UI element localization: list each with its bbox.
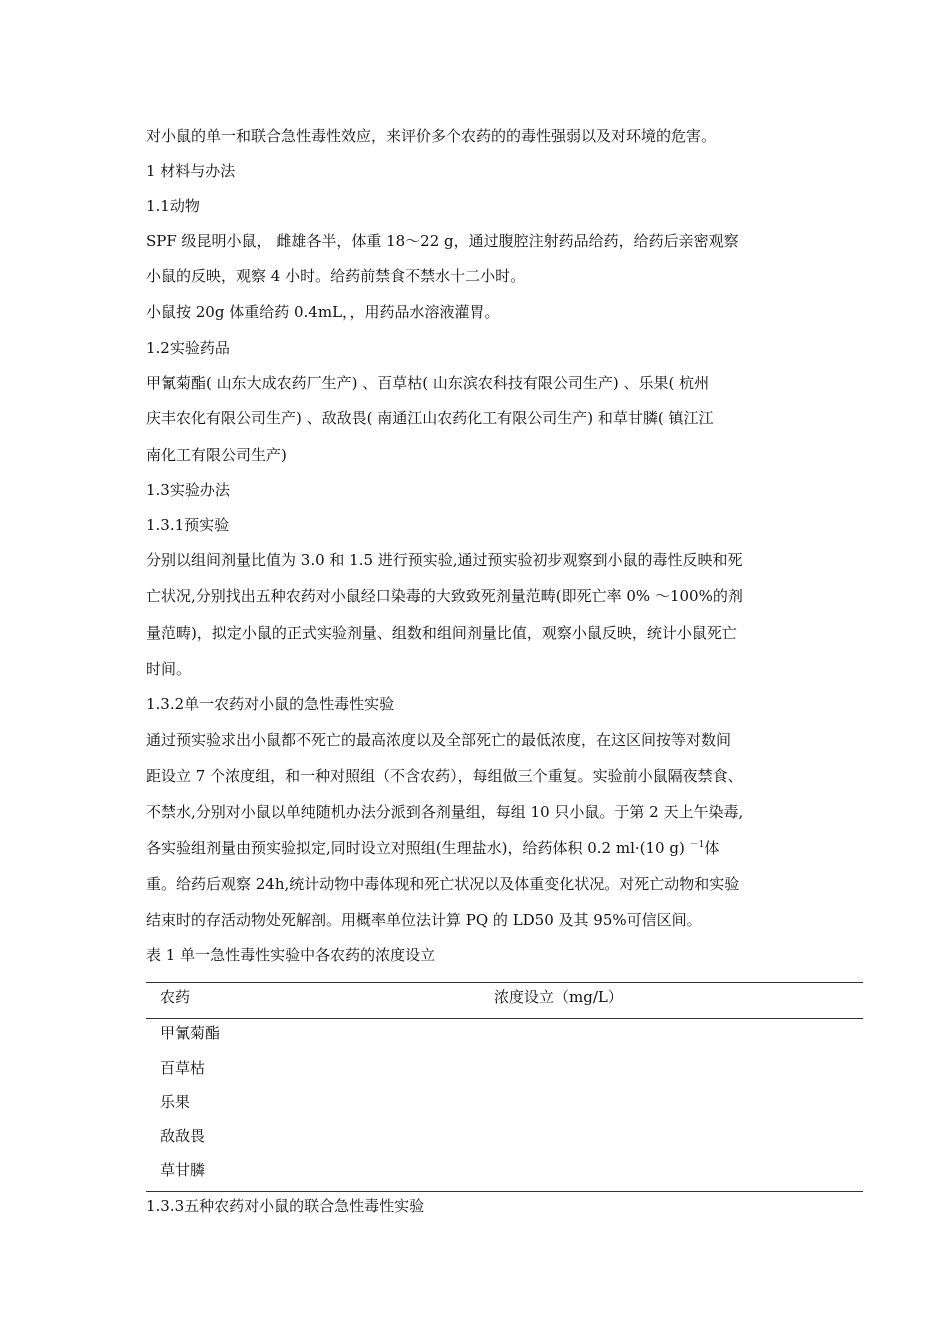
paragraph-pre-experiment-line-3: 量范畴)，拟定小鼠的正式实验剂量、组数和组间剂量比值，观察小鼠反映，统计小鼠死亡 (146, 624, 737, 642)
paragraph-pre-experiment-line-2: 亡状况,分别找出五种农药对小鼠经口染毒的大致致死剂量范畴(即死亡率 0% ～100%的剂 (146, 587, 743, 605)
section-heading-materials-methods: 1 材料与办法 (146, 162, 236, 180)
table-row-dichlorvos: 敌敌畏 (160, 1127, 206, 1145)
paragraph-single-toxicity-line-1: 通过预实验求出小鼠都不死亡的最高浓度以及全部死亡的最低浓度，在这区间按等对数间 (146, 731, 732, 749)
paragraph-pre-experiment-line-1: 分别以组间剂量比值为 3.0 和 1.5 进行预实验,通过预实验初步观察到小鼠的毒性反映和死 (146, 551, 743, 569)
paragraph-animals-line-2: 小鼠的反映，观察 4 小时。给药前禁食不禁水十二小时。 (146, 267, 526, 285)
table-row-dimethoate: 乐果 (160, 1093, 191, 1111)
paragraph-single-toxicity-line-2: 距设立 7 个浓度组，和一种对照组（不含农药），每组做三个重复。实验前小鼠隔夜禁食、 (146, 767, 743, 785)
table-row-glyphosate: 草甘膦 (160, 1161, 206, 1179)
paragraph-drugs-line-3: 南化工有限公司生产) (146, 446, 287, 464)
subsection-heading-combined-toxicity: 1.3.3五种农药对小鼠的联合急性毒性实验 (146, 1197, 425, 1215)
table-header-concentration: 浓度设立（mg/L） (494, 988, 623, 1006)
paragraph-animals-line-1: SPF 级昆明小鼠， 雌雄各半，体重 18～22 g，通过腹腔注射药品给药，给药后亲密观察 (146, 232, 739, 250)
subsection-heading-pre-experiment: 1.3.1预实验 (146, 516, 230, 534)
paragraph-pre-experiment-line-4: 时间。 (146, 660, 192, 678)
subsection-heading-animals: 1.1动物 (146, 197, 200, 215)
single-toxicity-line-4-tail: 体 (704, 839, 720, 857)
table-header-pesticide: 农药 (160, 988, 191, 1006)
subsection-heading-methods: 1.3实验办法 (146, 481, 230, 499)
table-header-rule (146, 1018, 863, 1019)
paragraph-intro: 对小鼠的单一和联合急性毒性效应，来评价多个农药的的毒性强弱以及对环境的危害。 (146, 127, 717, 145)
subsection-heading-single-toxicity: 1.3.2单一农药对小鼠的急性毒性实验 (146, 695, 395, 713)
paragraph-single-toxicity-line-5: 重。给药后观察 24h,统计动物中毒体现和死亡状况以及体重变化状况。对死亡动物和实验 (146, 875, 740, 893)
single-toxicity-line-4-text: 各实验组剂量由预实验拟定,同时设立对照组(生理盐水)，给药体积 0.2 ml·(10 g) (146, 839, 690, 857)
paragraph-drugs-line-1: 甲氰菊酯( 山东大成农药厂生产) 、百草枯( 山东滨农科技有限公司生产) 、乐果( 杭州 (146, 374, 710, 392)
paragraph-single-toxicity-line-6: 结束时的存活动物处死解剖。用概率单位法计算 PQ 的 LD50 及其 95%可信区间。 (146, 911, 702, 929)
table-top-rule (146, 982, 863, 983)
paragraph-single-toxicity-line-3: 不禁水,分别对小鼠以单纯随机办法分派到各剂量组，每组 10 只小鼠。于第 2 天上午染毒, (146, 803, 744, 821)
superscript-minus-one: －1 (689, 840, 705, 850)
table-row-paraquat: 百草枯 (160, 1059, 206, 1077)
table-caption: 表 1 单一急性毒性实验中各农药的浓度设立 (146, 946, 436, 964)
table-bottom-rule (146, 1191, 863, 1192)
paragraph-single-toxicity-line-4 (146, 838, 719, 858)
table-row-fenpropathrin: 甲氰菊酯 (160, 1024, 221, 1042)
paragraph-dosing: 小鼠按 20g 体重给药 0.4mL，，用药品水溶液灌胃。 (146, 303, 500, 321)
subsection-heading-drugs: 1.2实验药品 (146, 339, 230, 357)
paragraph-drugs-line-2: 庆丰农化有限公司生产) 、敌敌畏( 南通江山农药化工有限公司生产) 和草甘膦( 镇江江 (146, 409, 714, 427)
